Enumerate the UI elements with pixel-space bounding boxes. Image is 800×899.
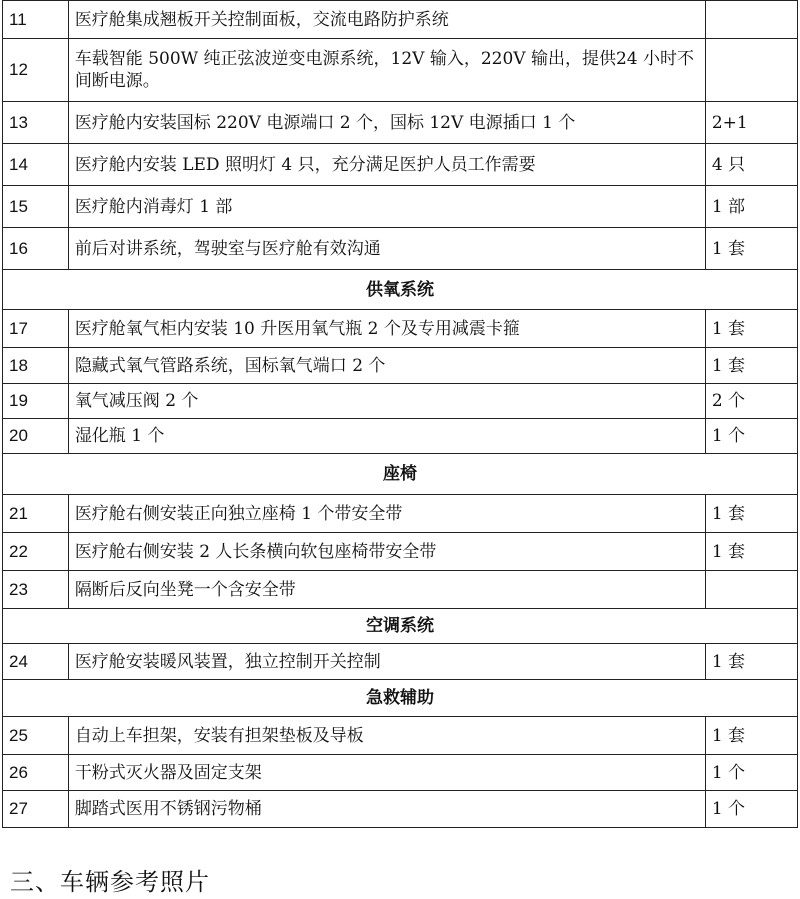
row-quantity (705, 39, 797, 102)
row-number: 11 (3, 1, 69, 39)
table-row (3, 644, 798, 680)
row-number: 24 (3, 644, 69, 680)
table-row (3, 144, 798, 186)
row-description: 隐藏式氧气管路系统，国标氧气端口 2 个 (68, 348, 705, 384)
row-quantity: 2+1 (705, 102, 797, 144)
row-number: 16 (3, 228, 69, 270)
row-quantity: 2 个 (705, 384, 797, 419)
row-description: 医疗舱内安装国标 220V 电源端口 2 个，国标 12V 电源插口 1 个 (68, 102, 705, 144)
table-row (3, 102, 798, 144)
equipment-spec-table (2, 0, 798, 828)
row-number: 22 (3, 533, 69, 571)
table-row (3, 228, 798, 270)
section-row-oxygen (3, 270, 798, 310)
row-quantity: 1 个 (705, 419, 797, 454)
table-row (3, 791, 798, 828)
section-heading-vehicle-photos: 三、车辆参考照片 (10, 868, 210, 896)
table-row (3, 348, 798, 384)
table-row (3, 755, 798, 791)
section-row-first-aid (3, 680, 798, 717)
section-title: 座椅 (3, 454, 798, 495)
row-quantity: 1 个 (705, 755, 797, 791)
section-title: 急救辅助 (3, 680, 798, 717)
row-number: 21 (3, 495, 69, 533)
row-quantity: 1 套 (705, 348, 797, 384)
row-number: 12 (3, 39, 69, 102)
row-quantity (705, 1, 797, 39)
row-quantity: 1 套 (705, 717, 797, 755)
row-description: 干粉式灭火器及固定支架 (68, 755, 705, 791)
row-quantity: 1 部 (705, 186, 797, 228)
table-row (3, 310, 798, 348)
row-quantity: 1 套 (705, 495, 797, 533)
row-quantity: 1 套 (705, 228, 797, 270)
row-quantity: 1 套 (705, 533, 797, 571)
table-row (3, 186, 798, 228)
row-quantity: 1 套 (705, 644, 797, 680)
row-number: 19 (3, 384, 69, 419)
row-quantity: 1 个 (705, 791, 797, 828)
table-row (3, 1, 798, 39)
table-row (3, 533, 798, 571)
row-description: 医疗舱右侧安装 2 人长条横向软包座椅带安全带 (68, 533, 705, 571)
table-row (3, 495, 798, 533)
table-row (3, 384, 798, 419)
row-number: 14 (3, 144, 69, 186)
row-description: 医疗舱集成翘板开关控制面板，交流电路防护系统 (68, 1, 705, 39)
row-description: 脚踏式医用不锈钢污物桶 (68, 791, 705, 828)
row-description: 医疗舱内安装 LED 照明灯 4 只，充分满足医护人员工作需要 (68, 144, 705, 186)
row-number: 20 (3, 419, 69, 454)
row-number: 25 (3, 717, 69, 755)
row-description: 医疗舱氧气柜内安装 10 升医用氧气瓶 2 个及专用减震卡箍 (68, 310, 705, 348)
row-number: 26 (3, 755, 69, 791)
section-row-seats (3, 454, 798, 495)
row-quantity: 4 只 (705, 144, 797, 186)
row-description: 湿化瓶 1 个 (68, 419, 705, 454)
row-number: 13 (3, 102, 69, 144)
table-row (3, 717, 798, 755)
row-description: 氧气减压阀 2 个 (68, 384, 705, 419)
row-description: 隔断后反向坐凳一个含安全带 (68, 571, 705, 609)
row-description: 医疗舱安装暖风装置，独立控制开关控制 (68, 644, 705, 680)
row-description: 医疗舱右侧安装正向独立座椅 1 个带安全带 (68, 495, 705, 533)
section-title: 空调系统 (3, 609, 798, 644)
section-row-air-conditioning (3, 609, 798, 644)
table-row (3, 571, 798, 609)
row-number: 17 (3, 310, 69, 348)
row-number: 15 (3, 186, 69, 228)
row-number: 23 (3, 571, 69, 609)
row-description: 前后对讲系统，驾驶室与医疗舱有效沟通 (68, 228, 705, 270)
table-row (3, 419, 798, 454)
row-number: 27 (3, 791, 69, 828)
row-quantity: 1 套 (705, 310, 797, 348)
table-row (3, 39, 798, 102)
section-title: 供氧系统 (3, 270, 798, 310)
row-description: 医疗舱内消毒灯 1 部 (68, 186, 705, 228)
row-number: 18 (3, 348, 69, 384)
row-description: 车载智能 500W 纯正弦波逆变电源系统，12V 输入，220V 输出，提供24 小时不间断电源。 (68, 39, 705, 102)
row-quantity (705, 571, 797, 609)
row-description: 自动上车担架，安装有担架垫板及导板 (68, 717, 705, 755)
